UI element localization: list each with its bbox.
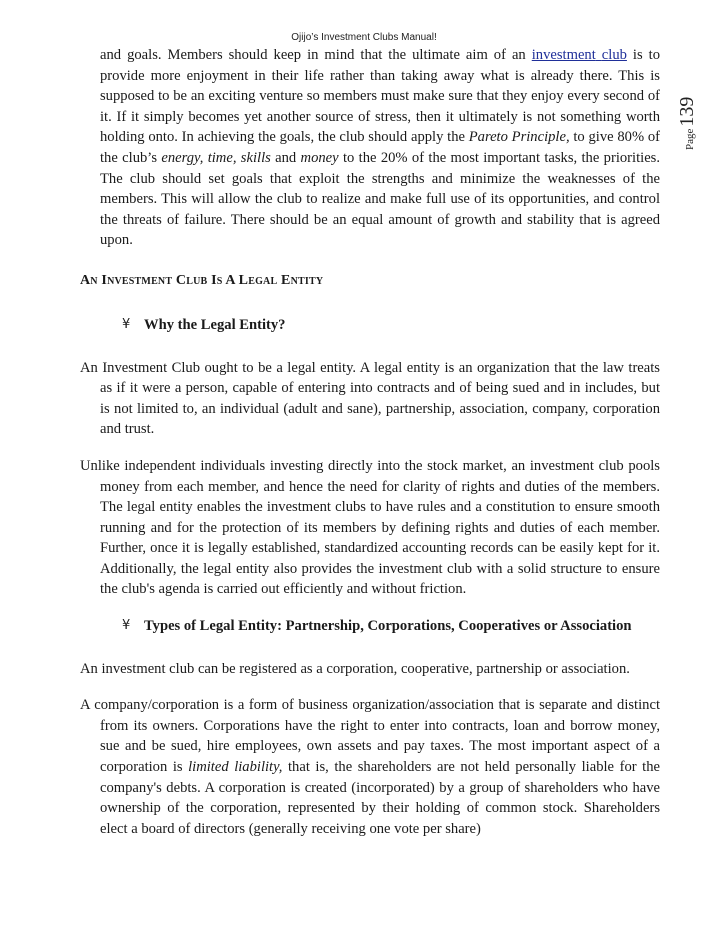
paragraph-registration: An investment club can be registered as a corporation, cooperative, partnership or association.: [80, 660, 630, 677]
paragraph-corporation: [80, 695, 660, 839]
pareto-principle-term: Pareto Principle,: [468, 129, 570, 146]
bullet-marker-icon: ¥: [122, 618, 131, 634]
bullet-heading-text: Types of Legal Entity: Partnership, Corporations, Cooperatives or Association: [144, 618, 632, 635]
investment-link-text: investment: [531, 47, 596, 63]
intro-text-5: to the 20% of the most important tasks, the priorities. The club should set goals that exploit the strengths and minimize the weaknesses of the members. This will allow the club to realize and make full use of its opportunities, and control the threats of failure. There should be an equal amount of growth and stability that is agreed upon.: [100, 149, 660, 249]
intro-text-3: to give 80% of the club’s: [100, 129, 661, 166]
page-number-value: 139: [676, 96, 698, 127]
intro-text-2: is to provide more enjoyment in their life rather than taking away what is already there. This is supposed to be an exciting venture so members must make sure that they enjoy every second of it. If it simply becomes yet another source of stress, then it ultimately is not something worth holding onto. In achieving the goals, the club should apply the: [100, 47, 660, 146]
bullet-marker-icon: ¥: [122, 316, 131, 332]
bullet-why-legal-entity: [80, 315, 660, 336]
club-link-text: club: [601, 47, 627, 63]
investment-club-link[interactable]: [532, 47, 627, 63]
intro-text-4: and: [270, 149, 301, 166]
money-term: money: [300, 149, 339, 166]
intro-paragraph: [80, 45, 660, 251]
bullet-types-legal-entity: [80, 616, 660, 637]
limited-liability-term: limited liability,: [188, 759, 283, 776]
bullet-heading-text: Why the Legal Entity?: [144, 316, 286, 333]
running-header: Ojijo’s Investment Clubs Manual!: [291, 32, 437, 43]
paragraph-unlike-individuals: Unlike independent individuals investing directly into the stock market, an investment club pools money from each member, and hence the need for clarity of rights and duties of the members. The legal entity enables the investment clubs to have rules and a constitution to ensure smooth running and for the protection of its members by defining rights and duties of each member. Further, once it is legally established, standardized accounting records can be easily kept for it. Additionally, the legal entity also provides the investment club with a solid structure to ensure the club's agenda is carried out efficiently and without friction.: [80, 457, 660, 598]
section-heading: An Investment Club Is A Legal Entity: [80, 272, 324, 288]
page-number: [676, 97, 699, 150]
page-content: [80, 45, 660, 855]
energy-time-skills-term: energy, time, skills: [161, 149, 271, 166]
corporation-text-1: A company/corporation is a form of business organization/association that is separate and distinct from its owners. Corporations have the right to enter into contracts, loan and borrow money, sue and be sued, hire employees, own assets and pay taxes. The most important aspect of a corporation is: [80, 697, 660, 776]
page-number-label: Page: [684, 128, 696, 150]
intro-text-1: and goals. Members should keep in mind that the ultimate aim of an: [100, 47, 532, 63]
corporation-text-2: that is, the shareholders are not held personally liable for the company's debts. A corporation is created (incorporated) by a group of shareholders who have ownership of the corporation, represented by their holding of common stock. Shareholders elect a board of directors (generally receiving one vote per share): [100, 759, 660, 837]
paragraph-legal-entity: An Investment Club ought to be a legal entity. A legal entity is an organization that the law treats as if it were a person, capable of entering into contracts and of being sued and in includes, but is not limited to, an individual (adult and sane), partnership, association, company, corporation and trust.: [80, 359, 660, 438]
